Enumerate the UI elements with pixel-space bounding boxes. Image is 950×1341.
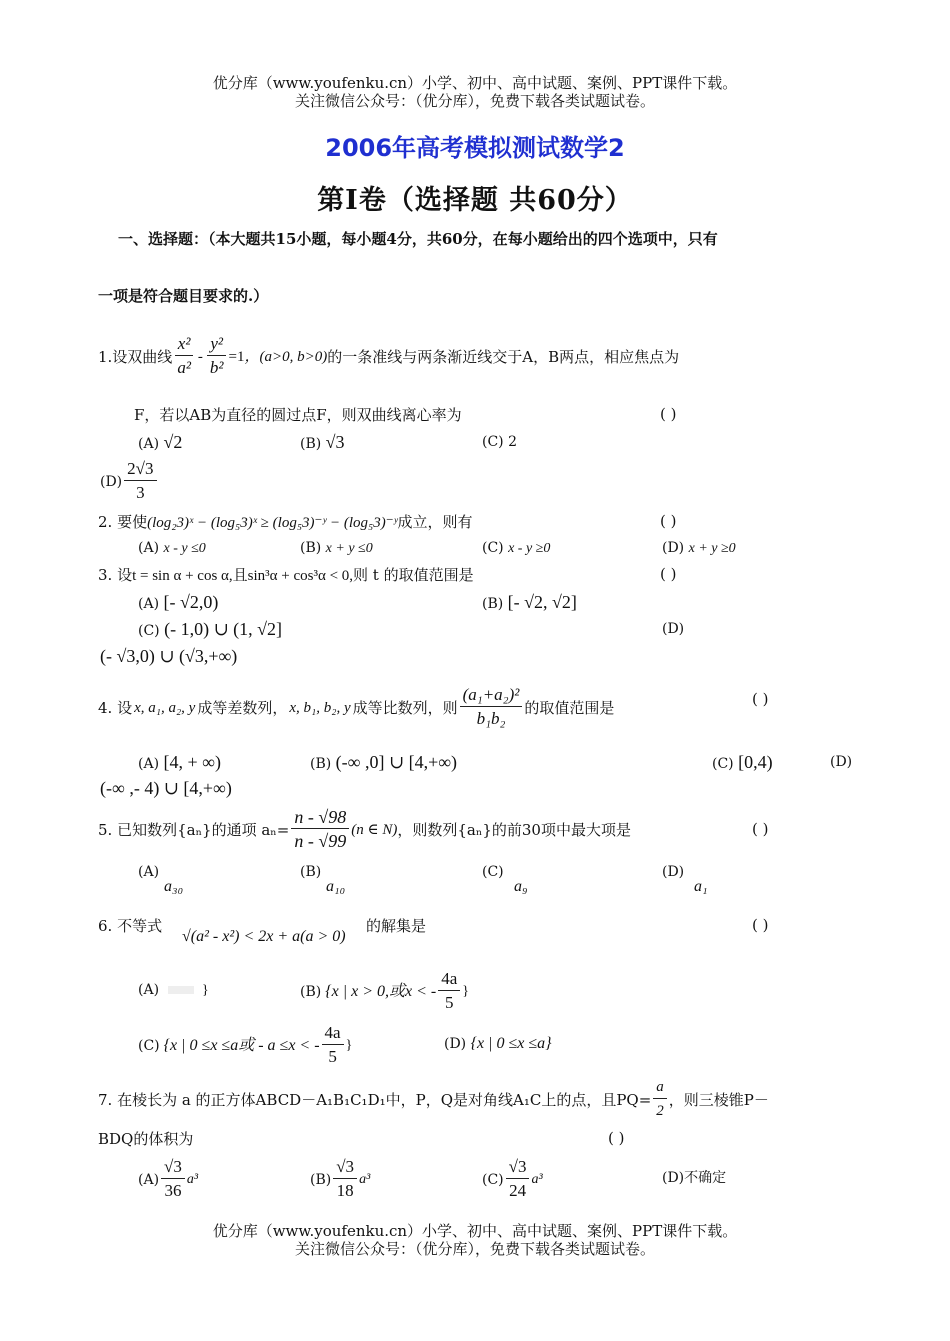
q7-line-2: BDQ的体积为 <box>98 1130 194 1148</box>
q6-a-label: (A) <box>138 982 160 998</box>
q5-frac-den: n - √99 <box>294 831 347 851</box>
q1-d-label: (D) <box>100 473 123 490</box>
q4-frac-num: (a₁+a₂)² <box>460 684 523 707</box>
q3-a-label: (A) <box>138 596 160 612</box>
q1-line-2: F，若以AB为直径的圆过点F，则双曲线离心率为 <box>134 406 462 424</box>
q6-option-b <box>300 968 469 1015</box>
q5-option-b-value: a₁₀ <box>326 878 346 895</box>
q2-a-value: x - y ≤0 <box>163 541 206 556</box>
q6-b-suffix: } <box>462 983 470 999</box>
q4-text-b: 成等差数列， <box>197 698 288 717</box>
page-subtitle: 第Ⅰ卷（选择题 共60分） <box>317 185 633 216</box>
q7-lead: 7. 在棱长为 a 的正方体ABCD－A₁B₁C₁D₁中，P，Q是对角线A₁C上的点，且PQ= <box>98 1090 652 1109</box>
q4-c-value: [0,4) <box>738 752 773 772</box>
q3-b-value: [- √2, √2] <box>507 592 577 612</box>
q4-answer-paren[interactable]: ( ) <box>752 690 769 708</box>
q6-d-value: {x | 0 ≤x ≤a} <box>470 1035 552 1052</box>
q1-fraction-x <box>174 333 194 380</box>
q6-c-fraction <box>322 1022 344 1069</box>
q5-condition: (n ∈ N) <box>351 821 398 838</box>
q7-pq-den: 2 <box>656 1103 664 1119</box>
footer-line-1: 优分库（www.youfenku.cn）小学、初中、高中试题、案例、PPT课件下载。 <box>212 1222 738 1240</box>
q6-b-num: 4a <box>438 968 460 991</box>
q7-option-d: (D)不确定 <box>662 1170 727 1186</box>
question-1 <box>98 333 679 380</box>
question-5 <box>98 806 631 853</box>
q2-b-label: (B) <box>300 540 322 556</box>
q2-a-label: (A) <box>138 540 160 556</box>
q5-lead: 5. 已知数列{aₙ}的通项 aₙ= <box>98 820 290 839</box>
q6-option-d <box>444 1034 552 1054</box>
q2-c-label: (C) <box>482 540 504 556</box>
q7-pq-num: a <box>653 1076 667 1099</box>
q7-c-num: √3 <box>506 1156 530 1179</box>
q4-a-value: [4, + ∞) <box>163 752 221 772</box>
q1-condition: ，(a>0, b>0) <box>244 348 328 365</box>
q4-c-label: (C) <box>712 756 734 772</box>
q3-c-label: (C) <box>138 623 160 639</box>
section-intro-line-1: 一、选择题：（本大题共15小题，每小题4分，共60分，在每小题给出的四个选项中，只有 <box>118 230 718 248</box>
q1-a-label: (A) <box>138 436 160 452</box>
q7-a-suffix: a³ <box>186 1171 199 1187</box>
q3-expression: t = sin α + cos α,且sin³α + cos³α < 0, <box>132 568 354 584</box>
section-intro-line-2: 一项是符合题目要求的.） <box>98 287 269 305</box>
q1-frac2-num: y² <box>207 333 226 356</box>
q3-b-label: (B) <box>482 596 504 612</box>
q7-a-label: (A) <box>138 1171 160 1188</box>
header-line-2: 关注微信公众号：（优分库），免费下载各类试题试卷。 <box>294 92 655 110</box>
q6-a-value: } <box>201 983 209 998</box>
q4-text-d: 的取值范围是 <box>524 698 615 717</box>
q6-c-den: 5 <box>328 1047 337 1066</box>
q5-option-c-label: (C) <box>482 864 504 880</box>
q1-frac1-den: a² <box>177 358 191 377</box>
q3-option-a <box>138 592 218 614</box>
q3-option-b <box>482 592 577 614</box>
q1-b-value: √3 <box>325 432 345 452</box>
q6-c-prefix: {x | 0 ≤x ≤a或 - a ≤x < - <box>163 1036 320 1054</box>
q4-a-label: (A) <box>138 756 160 772</box>
q7-a-fraction <box>161 1156 185 1203</box>
q5-tail: ，则数列{aₙ}的前30项中最大项是 <box>397 820 631 839</box>
q4-lead: 4. 设 <box>98 698 133 717</box>
q1-minus: - <box>197 348 203 365</box>
page-title: 2006年高考模拟测试数学2 <box>325 134 625 162</box>
q6-a-faded-image <box>168 986 194 994</box>
q5-option-d-value: a₁ <box>694 878 708 895</box>
q6-c-num: 4a <box>322 1022 344 1045</box>
q4-frac-den: b₁b₂ <box>476 709 506 728</box>
q7-b-den: 18 <box>336 1181 354 1200</box>
q3-option-d: (D) <box>662 621 685 637</box>
q2-lead: 2. 要使 <box>98 513 148 531</box>
question-6 <box>98 916 162 936</box>
q7-option-a <box>138 1156 198 1203</box>
q4-option-d: (D) <box>830 754 853 770</box>
q1-frac1-num: x² <box>175 333 194 356</box>
q6-option-c <box>138 1022 352 1069</box>
q5-answer-paren[interactable]: ( ) <box>752 820 769 838</box>
q3-tail: 则 t 的取值范围是 <box>353 566 474 584</box>
q2-d-label: (D) <box>662 540 685 556</box>
q5-option-b-label: (B) <box>300 864 322 880</box>
q7-c-suffix: a³ <box>531 1171 543 1187</box>
q7-option-c <box>482 1156 543 1203</box>
q4-option-d-value: (-∞ ,- 4) ∪ [4,+∞) <box>100 778 232 798</box>
q6-c-label: (C) <box>138 1037 160 1054</box>
q5-option-d-label: (D) <box>662 864 685 880</box>
q2-option-d <box>662 538 736 559</box>
q7-b-num: √3 <box>333 1156 357 1179</box>
q2-d-value: x + y ≥0 <box>688 541 736 556</box>
q7-pq-fraction <box>653 1076 667 1123</box>
q2-tail: 成立，则有 <box>397 513 473 531</box>
q1-a-value: √2 <box>163 432 183 452</box>
header-line-1: 优分库（www.youfenku.cn）小学、初中、高中试题、案例、PPT课件下载。 <box>212 74 738 92</box>
q5-fraction <box>291 806 349 853</box>
question-4 <box>98 684 614 731</box>
q5-option-c-value: a₉ <box>514 878 528 895</box>
q6-d-label: (D) <box>444 1036 467 1052</box>
q6-c-suffix: } <box>345 1037 353 1053</box>
q1-d-fraction <box>124 458 156 505</box>
q2-option-b <box>300 538 373 559</box>
q5-option-a-value: a₃₀ <box>164 878 184 895</box>
q1-option-b <box>300 432 345 454</box>
q3-option-d-value: (- √3,0) ∪ (√3,+∞) <box>100 646 238 666</box>
q7-c-fraction <box>506 1156 530 1203</box>
q6-tail: 的解集是 <box>366 917 427 935</box>
q4-option-c <box>712 752 773 774</box>
q7-b-fraction <box>333 1156 357 1203</box>
q4-option-a <box>138 752 221 774</box>
question-3 <box>98 565 474 586</box>
question-7 <box>98 1076 769 1123</box>
q1-b-label: (B) <box>300 436 322 452</box>
q7-answer-paren[interactable]: ( ) <box>608 1129 625 1147</box>
q5-frac-num: n - √98 <box>291 806 349 829</box>
q1-answer-paren[interactable]: ( ) <box>660 405 677 423</box>
q6-expression: √(a² - x²) < 2x + a(a > 0) <box>182 928 346 945</box>
q4-vars-1: x, a₁, a₂, y <box>134 699 196 716</box>
q4-fraction <box>460 684 523 731</box>
q1-d-den: 3 <box>136 483 145 502</box>
q4-option-b <box>310 752 457 774</box>
q6-b-den: 5 <box>445 993 454 1012</box>
q4-b-value: (-∞ ,0] ∪ [4,+∞) <box>335 752 458 772</box>
q1-text: 的一条准线与两条渐近线交于A，B两点，相应焦点为 <box>327 347 680 366</box>
q2-c-value: x - y ≥0 <box>508 541 551 556</box>
q1-d-num: 2√3 <box>124 458 156 481</box>
question-2 <box>98 512 473 533</box>
q3-lead: 3. 设 <box>98 566 133 584</box>
q1-option-d <box>100 458 159 505</box>
q2-option-c <box>482 538 550 559</box>
q3-c-value: (- 1,0) ∪ (1, √2] <box>164 619 283 639</box>
q7-a-den: 36 <box>164 1181 182 1200</box>
q6-b-fraction <box>438 968 460 1015</box>
q3-answer-paren[interactable]: ( ) <box>660 565 677 583</box>
q3-option-c <box>138 619 282 641</box>
q5-option-a-label: (A) <box>138 864 160 880</box>
q6-option-a <box>138 980 209 1001</box>
q7-c-label: (C) <box>482 1171 504 1188</box>
q7-c-den: 24 <box>509 1181 527 1200</box>
q1-frac2-den: b² <box>209 358 224 377</box>
q4-text-c: 成等比数列，则 <box>352 698 458 717</box>
q2-answer-paren[interactable]: ( ) <box>660 512 677 530</box>
q7-tail: ，则三棱锥P－ <box>668 1090 769 1109</box>
q6-answer-paren[interactable]: ( ) <box>752 916 769 934</box>
q7-b-suffix: a³ <box>359 1171 371 1187</box>
q2-option-a <box>138 538 206 559</box>
q7-b-label: (B) <box>310 1171 332 1188</box>
q4-b-label: (B) <box>310 756 332 772</box>
q2-b-value: x + y ≤0 <box>325 541 373 556</box>
q7-a-num: √3 <box>161 1156 185 1179</box>
q1-lead: 1.设双曲线 <box>98 347 173 366</box>
q1-fraction-y <box>207 333 227 380</box>
q6-b-prefix: {x | x > 0,或x < - <box>325 982 437 1000</box>
q4-vars-2: x, b₁, b₂, y <box>289 699 351 716</box>
q1-option-c: (C) 2 <box>482 434 517 450</box>
q1-option-a <box>138 432 182 454</box>
q3-a-value: [- √2,0) <box>163 592 219 612</box>
q2-expression: (log₂3)ˣ − (log₅3)ˣ ≥ (log₅3)⁻ʸ − (log₅3)⁻ʸ <box>147 515 398 531</box>
q6-lead: 6. 不等式 <box>98 917 163 935</box>
footer-line-2: 关注微信公众号：（优分库），免费下载各类试题试卷。 <box>294 1240 655 1258</box>
q7-option-b <box>310 1156 370 1203</box>
q6-b-label: (B) <box>300 983 322 1000</box>
q1-equals: =1 <box>228 348 245 365</box>
